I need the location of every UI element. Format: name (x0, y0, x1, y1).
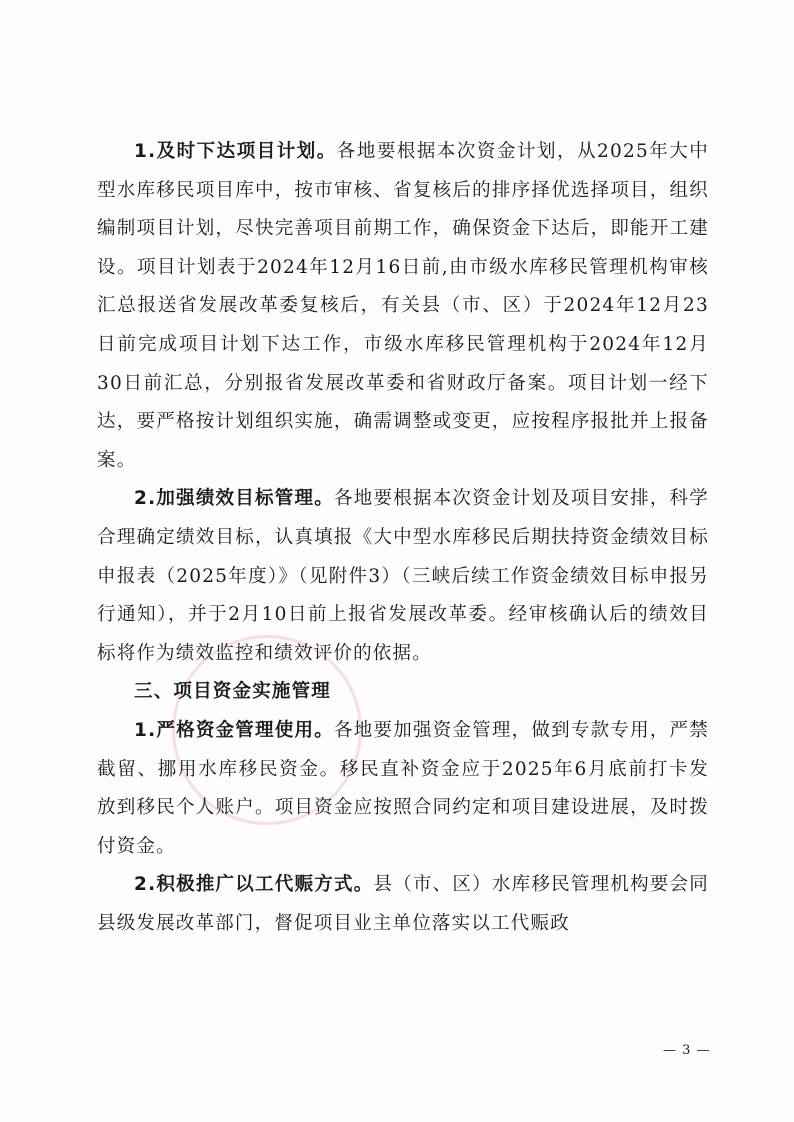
page-number: — 3 — (663, 1043, 711, 1058)
paragraph-lead: 1.严格资金管理使用。 (134, 719, 334, 741)
paragraph-lead: 2.积极推广以工代赈方式。 (134, 874, 374, 896)
paragraph-performance-goals (97, 480, 709, 673)
paragraph-lead: 1.及时下达项目计划。 (134, 141, 337, 162)
section-heading: 三、项目资金实施管理 (134, 681, 332, 703)
paragraph-fund-management (97, 712, 709, 866)
paragraph-text: 各地要加强资金管理，做到专款专用，严禁截留、挪用水库移民资金。移民直补资金应于2025年6月底前打卡发放到移民个人账户。项目资金应按照合同约定和项目建设进展，及时拨付资金。 (97, 719, 709, 857)
document-body (97, 133, 709, 943)
paragraph-lead: 2.加强绩效目标管理。 (134, 488, 334, 510)
paragraph-text: 各地要根据本次资金计划，从2025年大中型水库移民项目库中，按市审核、省复核后的排序择优选择项目，组织编制项目计划，尽快完善项目前期工作，确保资金下达后，即能开工建设。项目计划表于2024年12月16日前,由市级水库移民管理机构审核汇总报送省发展改革委复核后，有关县（市、区）于2024年12月23日前完成项目计划下达工作，市级水库移民管理机构于2024年12月30日前汇总，分别报省发展改革委和省财政厅备案。项目计划一经下达，要严格按计划组织实施，确需调整或变更，应按程序报批并上报备案。 (97, 141, 709, 471)
paragraph-text: 县（市、区）水库移民管理机构要会同县级发展改革部门，督促项目业主单位落实以工代赈政 (97, 874, 709, 934)
paragraph-text: 各地要根据本次资金计划及项目安排，科学合理确定绩效目标，认真填报《大中型水库移民后期扶持资金绩效目标申报表（2025年度）》（见附件3）（三峡后续工作资金绩效目标申报另行通知），并于2月10日前上报省发展改革委。经审核确认后的绩效目标将作为绩效监控和绩效评价的依据。 (97, 488, 709, 664)
paragraph-work-relief (97, 866, 709, 943)
paragraph-plan-issuance (97, 133, 709, 480)
